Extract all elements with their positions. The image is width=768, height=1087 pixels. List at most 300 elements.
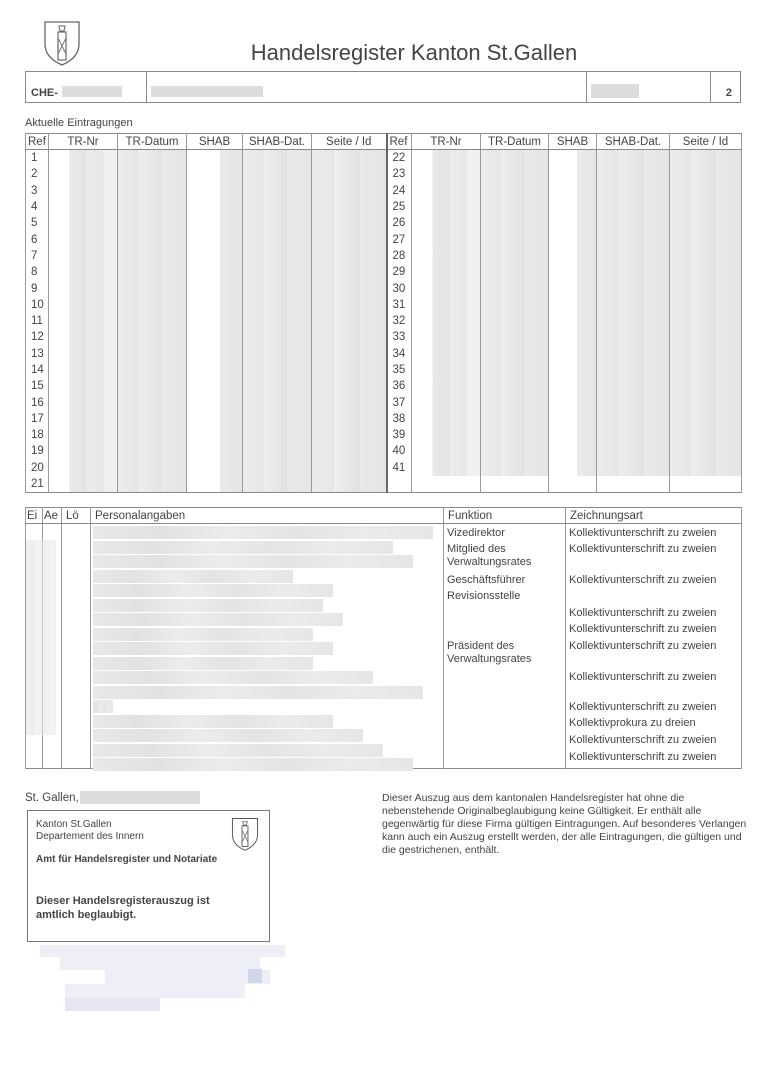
- redacted-value: [597, 166, 669, 182]
- section-label-entries: Aktuelle Eintragungen: [25, 117, 133, 129]
- shab-cell-right: [549, 443, 597, 459]
- tr-nr-cell-right: [412, 443, 481, 459]
- zeichnungsart-item: Kollektivprokura zu dreien: [569, 717, 696, 729]
- shab-cell-right: [549, 199, 597, 215]
- shab-cell: [187, 248, 243, 264]
- ref-cell-right: 22: [387, 150, 412, 167]
- zeichnungsart-item: Kollektivunterschrift zu zweien: [569, 623, 717, 635]
- seite-id-cell: [312, 150, 387, 167]
- shab-dat-cell: [243, 231, 312, 247]
- entry-row: [26, 248, 742, 264]
- seite-id-cell-right: [670, 248, 742, 264]
- redacted-value: [312, 476, 386, 492]
- tr-nr-cell: [49, 313, 118, 329]
- ref-cell-right: 39: [387, 427, 412, 443]
- tr-nr-cell-right: [412, 427, 481, 443]
- certification-stamp: [27, 810, 270, 942]
- redacted-value: [597, 264, 669, 280]
- funktion-item: Verwaltungsrates: [447, 653, 532, 665]
- col-shab-right: SHAB: [549, 134, 597, 150]
- tr-datum-cell: [118, 362, 187, 378]
- redacted-value: [597, 460, 669, 476]
- redacted-value: [670, 362, 741, 378]
- redacted-value: [243, 231, 311, 247]
- ei-ae-redacted: [26, 592, 56, 605]
- tr-datum-cell-right: [481, 231, 549, 247]
- redacted-value: [481, 166, 548, 182]
- ref-cell: 16: [26, 394, 49, 410]
- redacted-value: [481, 411, 548, 427]
- col-shab: SHAB: [187, 134, 243, 150]
- shab-dat-cell-right: [597, 362, 670, 378]
- tr-datum-cell-right: [481, 476, 549, 493]
- entries-table: [25, 133, 742, 493]
- shab-cell: [187, 297, 243, 313]
- redacted-value: [49, 362, 117, 378]
- tr-nr-cell-right: [412, 411, 481, 427]
- seite-id-cell-right: [670, 313, 742, 329]
- redacted-value: [481, 313, 548, 329]
- shab-dat-cell: [243, 427, 312, 443]
- zeichnungsart-item: Kollektivunterschrift zu zweien: [569, 607, 717, 619]
- col-ref-right: Ref: [387, 134, 412, 150]
- entry-row: [26, 166, 742, 182]
- redacted-value: [597, 248, 669, 264]
- tr-datum-cell: [118, 394, 187, 410]
- ref-cell: 2: [26, 166, 49, 182]
- seite-id-cell: [312, 476, 387, 493]
- redacted-value: [597, 231, 669, 247]
- ref-cell: 17: [26, 411, 49, 427]
- col-shab-dat: SHAB-Dat.: [243, 134, 312, 150]
- ref-cell: 3: [26, 183, 49, 199]
- redacted-value: [49, 215, 117, 231]
- tr-nr-cell-right: [412, 199, 481, 215]
- redacted-value: [118, 329, 186, 345]
- tr-nr-cell-right: [412, 297, 481, 313]
- redacted-value: [312, 394, 386, 410]
- zeichnungsart-item: Kollektivunterschrift zu zweien: [569, 701, 717, 713]
- col-seite-id: Seite / Id: [312, 134, 387, 150]
- shab-dat-cell-right: [597, 297, 670, 313]
- shab-dat-cell: [243, 215, 312, 231]
- zeichnungsart-item: Kollektivunterschrift zu zweien: [569, 751, 717, 763]
- redacted-value: [187, 394, 242, 410]
- ref-cell: 4: [26, 199, 49, 215]
- shab-cell-right: [549, 183, 597, 199]
- redacted-value: [243, 427, 311, 443]
- entry-row: [26, 313, 742, 329]
- col-funktion: Funktion: [444, 508, 566, 524]
- tr-datum-cell: [118, 427, 187, 443]
- tr-datum-cell: [118, 378, 187, 394]
- redacted-value: [597, 394, 669, 410]
- shab-cell-right: [549, 346, 597, 362]
- place-date: [25, 792, 79, 804]
- tr-nr-cell: [49, 394, 118, 410]
- redacted-value: [49, 329, 117, 345]
- shab-cell: [187, 329, 243, 345]
- redacted-value: [187, 231, 242, 247]
- entry-row: [26, 280, 742, 296]
- redacted-value: [243, 394, 311, 410]
- tr-nr-cell-right: [412, 215, 481, 231]
- ref-cell-right: 29: [387, 264, 412, 280]
- redacted-value: [187, 199, 242, 215]
- redacted-value: [243, 280, 311, 296]
- personalangaben-redacted: [93, 570, 293, 583]
- redacted-value: [118, 215, 186, 231]
- redacted-value: [481, 443, 548, 459]
- tr-nr-cell: [49, 215, 118, 231]
- redacted-value: [49, 313, 117, 329]
- entry-row: [26, 264, 742, 280]
- personalangaben-redacted: [93, 541, 393, 554]
- seat-cell: [586, 72, 711, 102]
- tr-datum-cell: [118, 264, 187, 280]
- disclaimer-text: Dieser Auszug aus dem kantonalen Handelsregister hat ohne die nebenstehende Originalbeglaubigung keine Gültigkeit. Er enthält alle gegenwärtig für diese Firma gültigen Eintragungen. Auf besonderes Verlangen kann auch ein Auszug erstellt werden, der alle Eintragungen, die gültigen und die gestrichenen, enthält.: [382, 792, 747, 856]
- redacted-value: [481, 329, 548, 345]
- shab-cell: [187, 183, 243, 199]
- company-name-cell: [146, 72, 587, 102]
- redacted-value: [549, 280, 596, 296]
- tr-nr-cell-right: [412, 166, 481, 182]
- tr-nr-cell-right: [412, 476, 481, 493]
- seite-id-cell-right: [670, 297, 742, 313]
- funktion-item: Geschäftsführer: [447, 574, 526, 586]
- redacted-value: [481, 280, 548, 296]
- funktion-item: Mitglied des: [447, 543, 506, 555]
- redacted-value: [49, 183, 117, 199]
- ref-cell-right: 23: [387, 166, 412, 182]
- loe-cell: [62, 524, 91, 769]
- redacted-value: [243, 476, 311, 492]
- entry-row: [26, 231, 742, 247]
- redacted-value: [481, 183, 548, 199]
- seite-id-cell: [312, 297, 387, 313]
- redacted-value: [412, 411, 480, 427]
- redacted-value: [243, 215, 311, 231]
- redacted-value: [549, 199, 596, 215]
- tr-nr-cell: [49, 443, 118, 459]
- ref-cell-right: 37: [387, 394, 412, 410]
- shab-cell-right: [549, 313, 597, 329]
- seite-id-cell-right: [670, 215, 742, 231]
- funktion-item: Verwaltungsrates: [447, 556, 532, 568]
- redacted-value: [118, 427, 186, 443]
- col-personalangaben: Personalangaben: [91, 508, 444, 524]
- redacted-value: [118, 362, 186, 378]
- entry-row: [26, 411, 742, 427]
- redacted-value: [597, 346, 669, 362]
- redacted-value: [549, 248, 596, 264]
- redacted-value: [670, 443, 741, 459]
- st-gallen-crest-icon: [230, 817, 260, 851]
- redacted-value: [243, 248, 311, 264]
- redacted-value: [118, 313, 186, 329]
- redacted-value: [118, 248, 186, 264]
- tr-datum-cell-right: [481, 313, 549, 329]
- shab-dat-cell: [243, 166, 312, 182]
- tr-nr-cell: [49, 231, 118, 247]
- tr-datum-cell: [118, 476, 187, 493]
- redacted-value: [312, 427, 386, 443]
- shab-dat-cell-right: [597, 150, 670, 167]
- tr-datum-cell-right: [481, 199, 549, 215]
- shab-dat-cell: [243, 476, 312, 493]
- shab-dat-cell-right: [597, 248, 670, 264]
- redacted-value: [49, 199, 117, 215]
- redacted-value: [597, 362, 669, 378]
- redacted-value: [49, 264, 117, 280]
- shab-cell: [187, 215, 243, 231]
- zeichnungsart-item: Kollektivunterschrift zu zweien: [569, 734, 717, 746]
- redacted-value: [118, 460, 186, 476]
- col-seite-id-right: Seite / Id: [670, 134, 742, 150]
- redacted-value: [187, 329, 242, 345]
- redacted-value: [670, 378, 741, 394]
- shab-dat-cell-right: [597, 460, 670, 476]
- tr-nr-cell-right: [412, 313, 481, 329]
- entry-row: [26, 346, 742, 362]
- personalangaben-redacted: [93, 758, 413, 771]
- tr-nr-cell-right: [412, 329, 481, 345]
- zeichnungsart-item: Kollektivunterschrift zu zweien: [569, 527, 717, 539]
- entry-row: [26, 443, 742, 459]
- entries-header-row: [26, 134, 742, 150]
- seite-id-cell-right: [670, 476, 742, 493]
- date-redacted: [80, 791, 200, 804]
- tr-nr-cell: [49, 378, 118, 394]
- seite-id-cell: [312, 248, 387, 264]
- redacted-value: [412, 264, 480, 280]
- entry-row: [26, 199, 742, 215]
- ei-ae-redacted: [26, 566, 56, 579]
- tr-nr-cell-right: [412, 362, 481, 378]
- ref-cell-right: 24: [387, 183, 412, 199]
- redacted-value: [597, 411, 669, 427]
- redacted-value: [243, 460, 311, 476]
- redacted-value: [481, 362, 548, 378]
- redacted-value: [312, 248, 386, 264]
- redacted-value: [312, 411, 386, 427]
- redacted-value: [412, 378, 480, 394]
- col-tr-datum: TR-Datum: [118, 134, 187, 150]
- seite-id-cell: [312, 199, 387, 215]
- personalangaben-redacted: [93, 671, 373, 684]
- ref-cell-right: 25: [387, 199, 412, 215]
- redacted-value: [549, 231, 596, 247]
- tr-datum-cell: [118, 248, 187, 264]
- col-loe: Lö: [62, 508, 91, 524]
- shab-dat-cell: [243, 297, 312, 313]
- tr-nr-cell: [49, 346, 118, 362]
- tr-datum-cell-right: [481, 427, 549, 443]
- redacted-value: [187, 460, 242, 476]
- zeichnungsart-item: Kollektivunterschrift zu zweien: [569, 640, 717, 652]
- tr-nr-cell-right: [412, 248, 481, 264]
- stamp-canton: Kanton St.Gallen: [36, 819, 112, 830]
- shab-cell-right: [549, 476, 597, 493]
- tr-datum-cell-right: [481, 329, 549, 345]
- ref-cell: 11: [26, 313, 49, 329]
- tr-nr-cell: [49, 280, 118, 296]
- redacted-value: [49, 476, 117, 492]
- redacted-value: [549, 394, 596, 410]
- redacted-value: [243, 378, 311, 394]
- redacted-value: [187, 280, 242, 296]
- redacted-value: [549, 411, 596, 427]
- ei-ae-redacted: [26, 670, 56, 683]
- tr-nr-cell: [49, 199, 118, 215]
- redacted-value: [412, 362, 480, 378]
- seite-id-cell: [312, 215, 387, 231]
- redacted-value: [312, 460, 386, 476]
- shab-dat-cell: [243, 248, 312, 264]
- redacted-value: [118, 199, 186, 215]
- tr-datum-cell-right: [481, 411, 549, 427]
- redacted-value: [670, 199, 741, 215]
- stamp-authority: [36, 819, 144, 843]
- persons-header-row: [26, 508, 742, 524]
- tr-datum-cell: [118, 199, 187, 215]
- seite-id-cell-right: [670, 150, 742, 167]
- redacted-value: [670, 411, 741, 427]
- seite-id-cell-right: [670, 329, 742, 345]
- ei-ae-redacted: [26, 657, 56, 670]
- shab-cell: [187, 460, 243, 476]
- shab-dat-cell-right: [597, 231, 670, 247]
- entry-row: [26, 460, 742, 476]
- entry-row: [26, 427, 742, 443]
- ref-cell: 21: [26, 476, 49, 493]
- tr-datum-cell-right: [481, 215, 549, 231]
- tr-datum-cell-right: [481, 394, 549, 410]
- redacted-value: [597, 199, 669, 215]
- zeichnungsart-item: Kollektivunterschrift zu zweien: [569, 671, 717, 683]
- redacted-value: [243, 443, 311, 459]
- redacted-value: [481, 460, 548, 476]
- shab-dat-cell: [243, 280, 312, 296]
- entry-row: [26, 378, 742, 394]
- redacted-value: [549, 264, 596, 280]
- tr-datum-cell: [118, 166, 187, 182]
- seite-id-cell-right: [670, 411, 742, 427]
- redacted-value: [243, 264, 311, 280]
- ref-cell-right: 34: [387, 346, 412, 362]
- redacted-value: [481, 378, 548, 394]
- ref-cell: 19: [26, 443, 49, 459]
- redacted-value: [187, 166, 242, 182]
- tr-nr-cell-right: [412, 378, 481, 394]
- redacted-value: [412, 248, 480, 264]
- redacted-value: [243, 297, 311, 313]
- redacted-value: [481, 215, 548, 231]
- ref-cell: 9: [26, 280, 49, 296]
- funktion-item: Revisionsstelle: [447, 590, 521, 602]
- shab-cell-right: [549, 394, 597, 410]
- redacted-value: [118, 166, 186, 182]
- shab-cell-right: [549, 231, 597, 247]
- redacted-value: [597, 150, 669, 166]
- redacted-value: [187, 411, 242, 427]
- shab-dat-cell-right: [597, 346, 670, 362]
- redacted-value: [118, 280, 186, 296]
- entry-row: [26, 297, 742, 313]
- redacted-value: [118, 378, 186, 394]
- ref-cell: 8: [26, 264, 49, 280]
- redacted-value: [481, 427, 548, 443]
- personalangaben-redacted: [93, 526, 433, 539]
- redacted-value: [312, 362, 386, 378]
- stamp-office: Amt für Handelsregister und Notariate: [36, 854, 218, 865]
- redacted-value: [597, 443, 669, 459]
- seite-id-cell-right: [670, 183, 742, 199]
- seite-id-cell-right: [670, 346, 742, 362]
- redacted-value: [187, 346, 242, 362]
- col-zeichnungsart: Zeichnungsart: [566, 508, 742, 524]
- personalangaben-redacted: [93, 584, 333, 597]
- tr-datum-cell-right: [481, 297, 549, 313]
- shab-cell-right: [549, 329, 597, 345]
- city-label: St. Gallen,: [25, 792, 79, 804]
- shab-dat-cell: [243, 394, 312, 410]
- seite-id-cell: [312, 346, 387, 362]
- shab-dat-cell-right: [597, 313, 670, 329]
- redacted-value: [549, 443, 596, 459]
- redacted-value: [597, 329, 669, 345]
- redacted-value: [49, 280, 117, 296]
- col-ae: Ae: [43, 508, 62, 524]
- entry-row: [26, 150, 742, 167]
- redacted-value: [49, 378, 117, 394]
- redacted-value: [549, 215, 596, 231]
- shab-cell: [187, 394, 243, 410]
- page-number: 2: [725, 87, 732, 99]
- shab-cell-right: [549, 460, 597, 476]
- ei-ae-redacted: [26, 709, 56, 722]
- redacted-value: [243, 150, 311, 166]
- shab-dat-cell-right: [597, 394, 670, 410]
- entry-row: [26, 362, 742, 378]
- seite-id-cell-right: [670, 166, 742, 182]
- redacted-value: [312, 346, 386, 362]
- redacted-value: [481, 231, 548, 247]
- redacted-value: [412, 166, 480, 182]
- shab-dat-cell: [243, 443, 312, 459]
- redacted-value: [549, 460, 596, 476]
- seite-id-cell: [312, 394, 387, 410]
- seite-id-cell-right: [670, 231, 742, 247]
- shab-cell-right: [549, 427, 597, 443]
- redacted-value: [549, 166, 596, 182]
- entry-row: [26, 476, 742, 493]
- personalangaben-redacted: [93, 657, 313, 670]
- stamp-certification: Dieser Handelsregisterauszug ist amtlich beglaubigt.: [36, 895, 210, 921]
- redacted-value: [187, 248, 242, 264]
- redacted-value: [49, 394, 117, 410]
- ref-cell-right: 32: [387, 313, 412, 329]
- ei-ae-redacted: [26, 579, 56, 592]
- redacted-value: [118, 264, 186, 280]
- redacted-value: [549, 346, 596, 362]
- redacted-value: [597, 297, 669, 313]
- ref-cell-right: 30: [387, 280, 412, 296]
- redacted-value: [597, 215, 669, 231]
- tr-datum-cell: [118, 297, 187, 313]
- ei-ae-redacted: [26, 696, 56, 709]
- zeichnungsart-item: Kollektivunterschrift zu zweien: [569, 543, 717, 555]
